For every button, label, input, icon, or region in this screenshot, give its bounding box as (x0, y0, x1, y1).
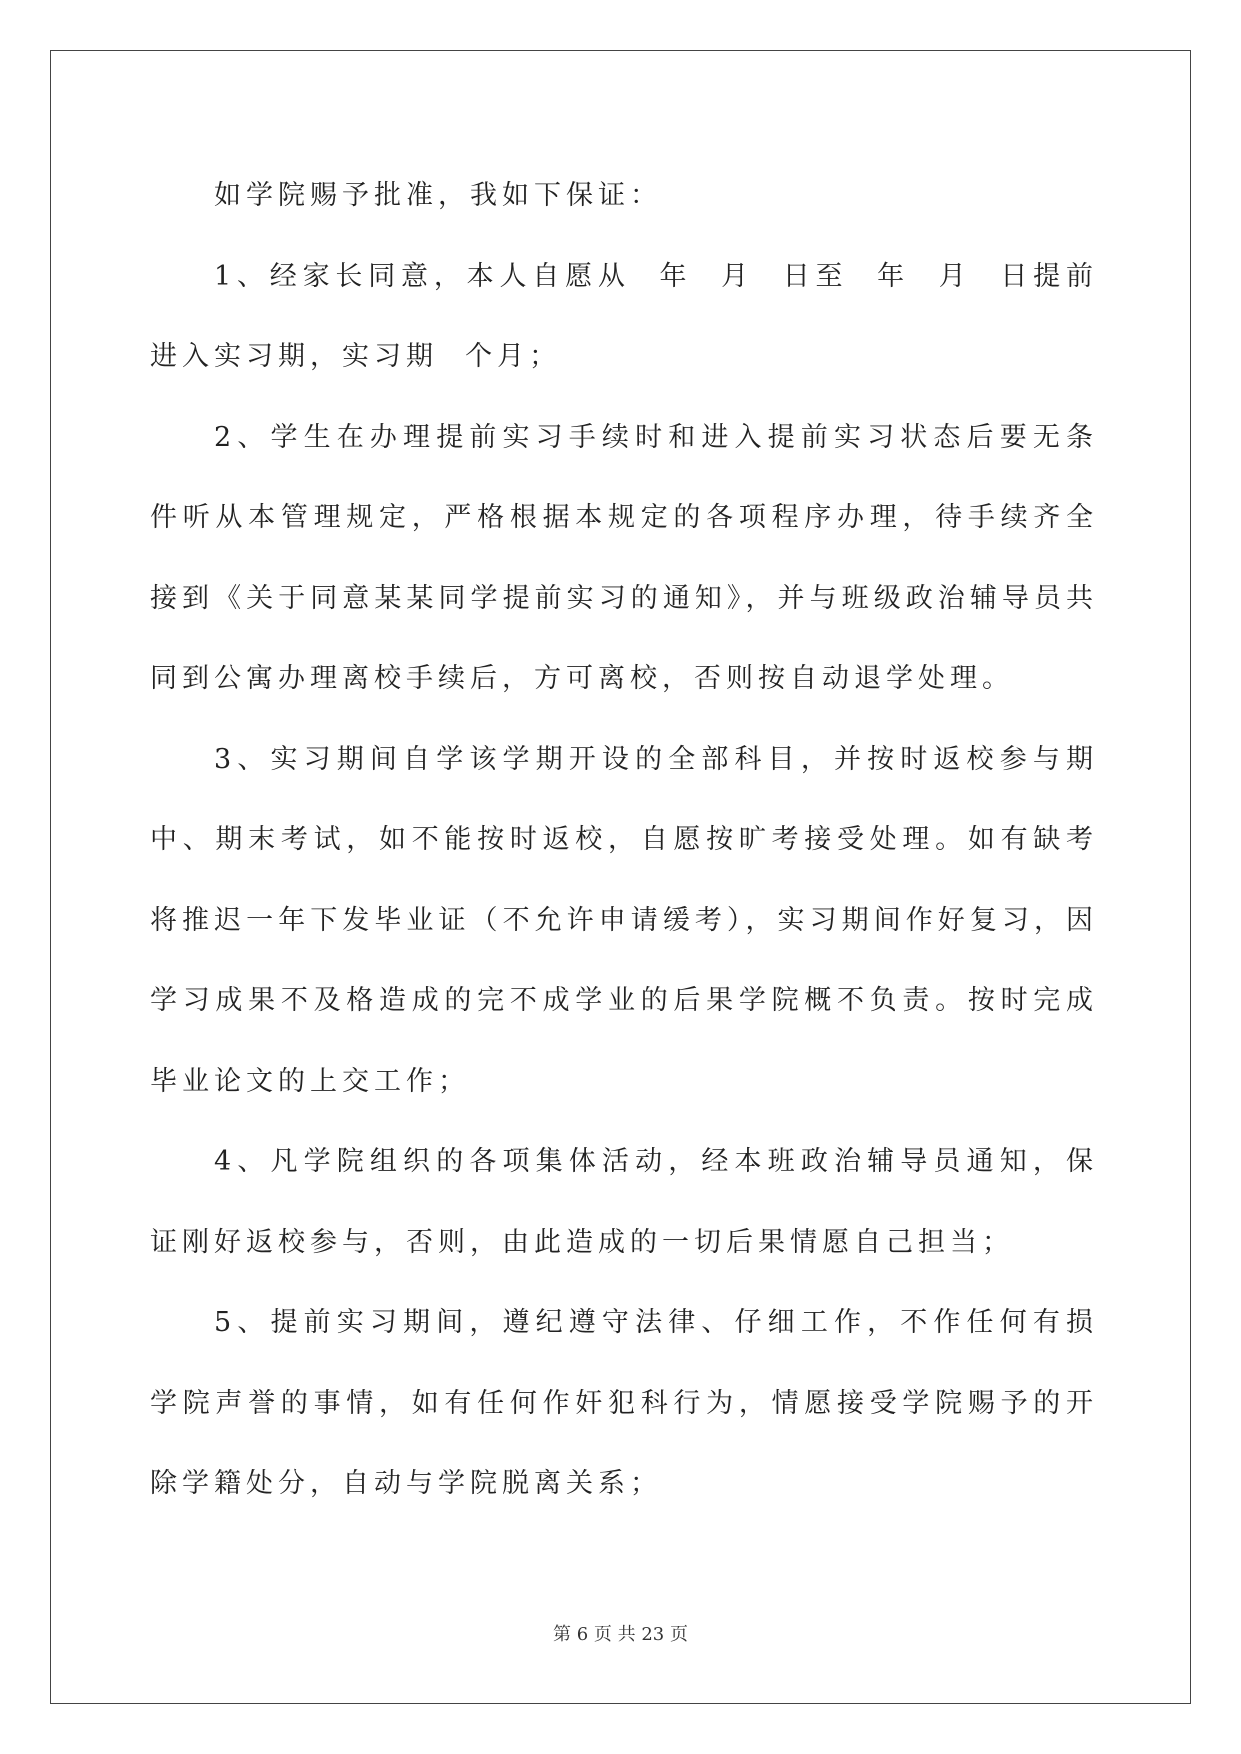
document-body (150, 156, 1098, 1525)
paragraph-item-2: 2、学生在办理提前实习手续时和进入提前实习状态后要无条件听从本管理规定，严格根据本规定的各项程序办理，待手续齐全接到《关于同意某某同学提前实习的通知》，并与班级政治辅导员共同到公寓办理离校手续后，方可离校，否则按自动退学处理。 (150, 421, 1098, 694)
paragraph-item-4: 4、凡学院组织的各项集体活动，经本班政治辅导员通知，保证刚好返校参与，否则，由此造成的一切后果情愿自己担当； (150, 1146, 1098, 1258)
paragraph-item-5: 5、提前实习期间，遵纪遵守法律、仔细工作，不作任何有损学院声誉的事情，如有任何作奸犯科行为，情愿接受学院赐予的开除学籍处分，自动与学院脱离关系； (150, 1307, 1098, 1499)
paragraph-item-3: 3、实习期间自学该学期开设的全部科目，并按时返校参与期中、期末考试，如不能按时返校，自愿按旷考接受处理。如有缺考将推迟一年下发毕业证（不允许申请缓考），实习期间作好复习，因学习成果不及格造成的完不成学业的后果学院概不负责。按时完成毕业论文的上交工作； (150, 743, 1098, 1097)
paragraph-intro: 如学院赐予批准，我如下保证： (214, 180, 662, 211)
paragraph-item-1: 1、经家长同意，本人自愿从 年 月 日至 年 月 日提前进入实习期，实习期 个月； (150, 260, 1098, 372)
page-number-footer: 第 6 页 共 23 页 (553, 1624, 688, 1645)
